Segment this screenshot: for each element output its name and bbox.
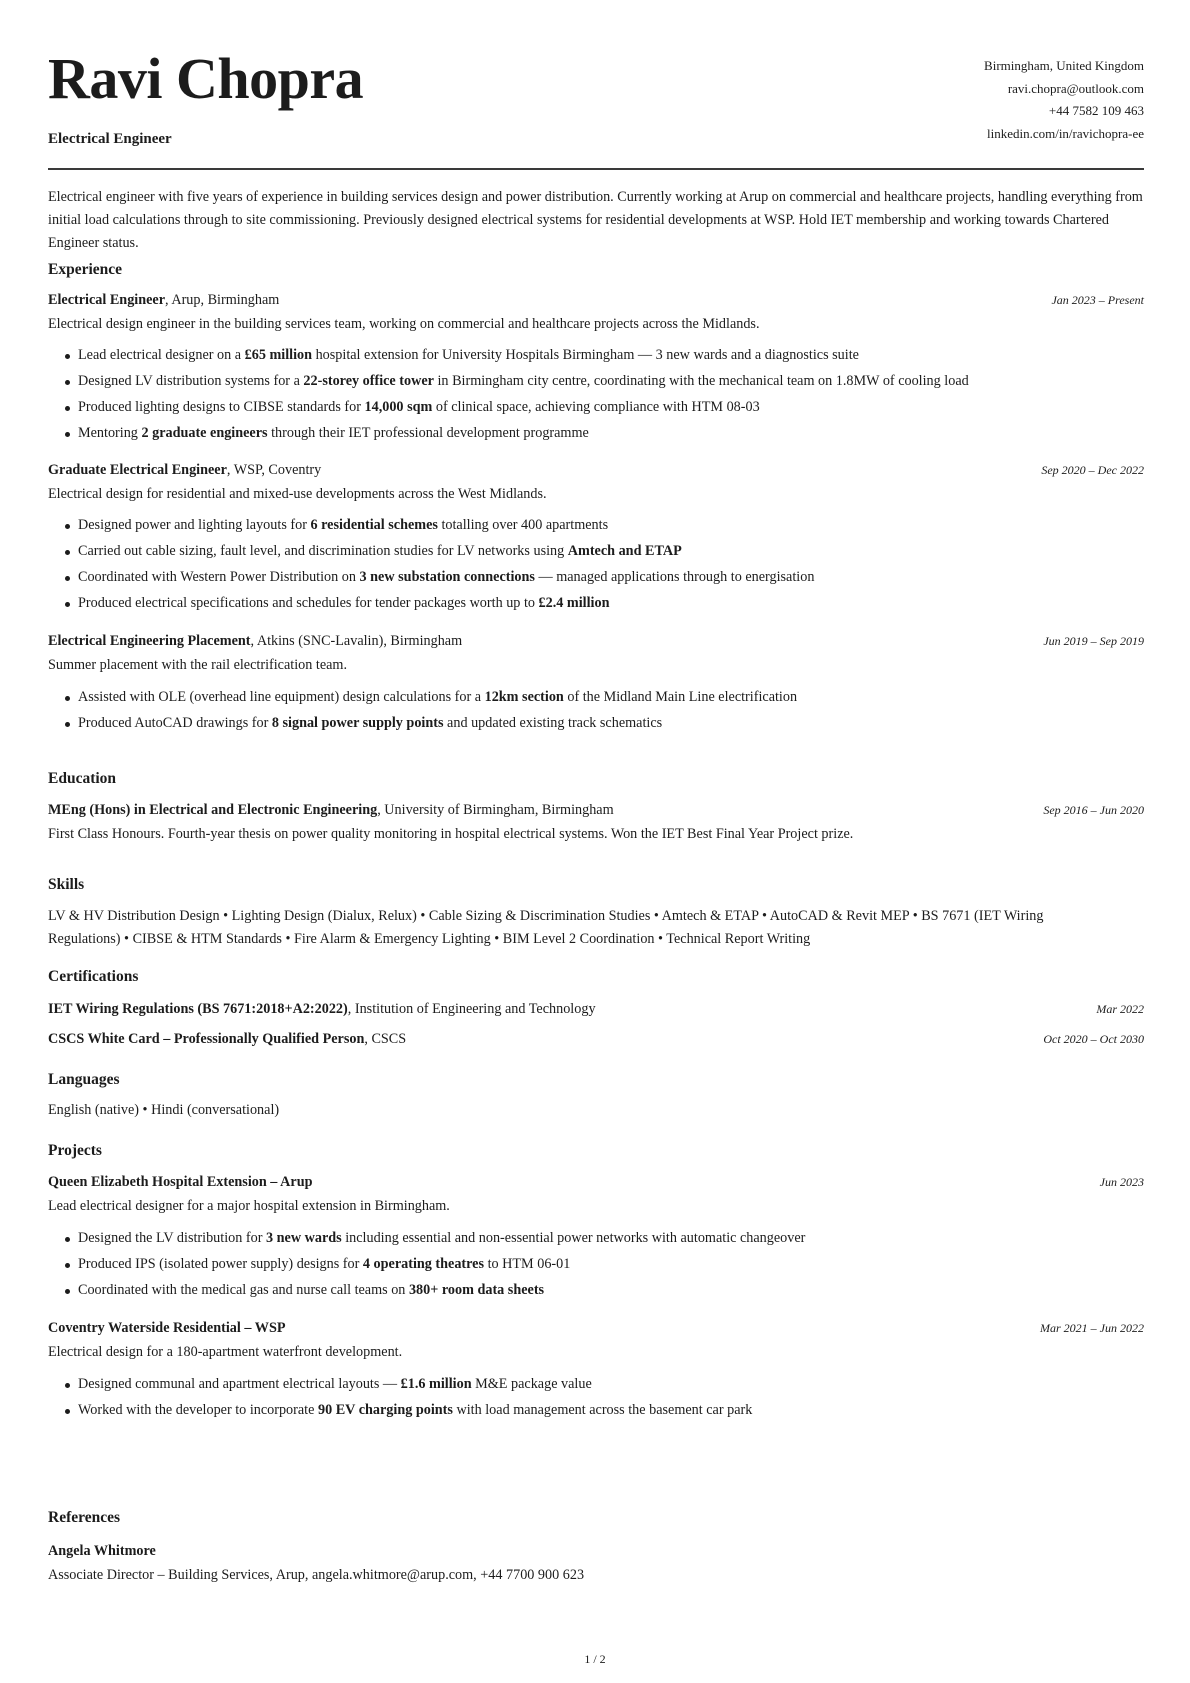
project-description: Electrical design for a 180-apartment waterfront development. — [48, 1344, 403, 1360]
contact-phone: +44 7582 109 463 — [1048, 103, 1144, 118]
section-title-skills: Skills — [48, 876, 85, 893]
certification-date: Oct 2020 – Oct 2030 — [1043, 1032, 1144, 1046]
bullet-item: Mentoring 2 graduate engineers through their IET professional development programme — [78, 420, 969, 446]
bullet-item: Coordinated with the medical gas and nurse call teams on 380+ room data sheets — [78, 1277, 805, 1303]
job-description: Electrical design for residential and mixed-use developments across the West Midlands. — [48, 486, 547, 502]
project-entry-header — [48, 1320, 1144, 1337]
certification-date: Mar 2022 — [1096, 1002, 1144, 1016]
education-entry-header — [48, 802, 1144, 819]
page-number: 1 / 2 — [584, 1652, 606, 1666]
certification-issuer: , Institution of Engineering and Technology — [347, 1001, 596, 1017]
experience-entry-header — [48, 462, 1144, 479]
languages-list: English (native) • Hindi (conversational) — [48, 1102, 280, 1118]
job-bullets — [48, 684, 797, 736]
job-title: Graduate Electrical Engineer — [48, 462, 227, 478]
bullet-item: Coordinated with Western Power Distribution on 3 new substation connections — managed applications through to energisation — [78, 564, 814, 590]
education-description: First Class Honours. Fourth-year thesis on power quality monitoring in hospital electrical systems. Won the IET Best Final Year Project prize. — [48, 826, 854, 842]
bullet-item: Designed power and lighting layouts for 6 residential schemes totalling over 400 apartments — [78, 512, 814, 538]
certification-issuer: , CSCS — [364, 1031, 407, 1047]
header-divider — [48, 168, 1144, 170]
job-org: , WSP, Coventry — [226, 462, 322, 478]
bullet-item: Produced lighting designs to CIBSE standards for 14,000 sqm of clinical space, achieving compliance with HTM 08-03 — [78, 394, 969, 420]
skills-line-2: Regulations) • CIBSE & HTM Standards • Fire Alarm & Emergency Lighting • BIM Level 2 Coordination • Technical Report Writing — [48, 931, 811, 947]
job-description: Electrical design engineer in the building services team, working on commercial and healthcare projects across the Midlands. — [48, 316, 760, 332]
bullet-item: Carried out cable sizing, fault level, and discrimination studies for LV networks using Amtech and ETAP — [78, 538, 814, 564]
section-title-references: References — [48, 1509, 121, 1526]
project-entry-header — [48, 1174, 1144, 1191]
job-title-line — [48, 633, 462, 649]
bullet-item: Designed communal and apartment electrical layouts — £1.6 million M&E package value — [78, 1371, 752, 1397]
certification-title: CSCS White Card – Professionally Qualified Person — [48, 1031, 365, 1047]
job-title-line — [48, 462, 321, 478]
certification-entry — [48, 1031, 1144, 1048]
contact-email[interactable]: ravi.chopra@outlook.com — [1007, 80, 1144, 96]
candidate-role: Electrical Engineer — [48, 131, 172, 147]
project-title: Coventry Waterside Residential – WSP — [48, 1320, 286, 1336]
section-title-experience: Experience — [48, 261, 123, 278]
bullet-item: Produced AutoCAD drawings for 8 signal power supply points and updated existing track schematics — [78, 710, 797, 736]
project-bullets — [48, 1225, 805, 1303]
job-date: Sep 2020 – Dec 2022 — [1041, 463, 1144, 477]
section-title-education: Education — [48, 770, 117, 787]
bullet-item: Designed the LV distribution for 3 new wards including essential and non-essential power networks with automatic changeover — [78, 1225, 805, 1251]
section-title-languages: Languages — [48, 1071, 120, 1088]
bullet-item: Produced IPS (isolated power supply) designs for 4 operating theatres to HTM 06-01 — [78, 1251, 805, 1277]
job-bullets — [48, 512, 814, 616]
resume-header — [48, 0, 1144, 170]
skills-line-1: LV & HV Distribution Design • Lighting Design (Dialux, Relux) • Cable Sizing & Discrimination Studies • Amtech & ETAP • AutoCAD & Revit MEP • BS 7671 (IET Wiring — [48, 908, 1044, 924]
project-bullets — [48, 1371, 752, 1423]
candidate-name: Ravi Chopra — [48, 46, 364, 111]
job-bullets — [48, 342, 969, 446]
bullet-item: Lead electrical designer on a £65 million hospital extension for University Hospitals Birmingham — 3 new wards and a diagnostics suite — [78, 342, 969, 368]
contact-linkedin[interactable]: linkedin.com/in/ravichopra-ee — [986, 125, 1144, 141]
resume-page — [48, 0, 1144, 1583]
project-title: Queen Elizabeth Hospital Extension – Arup — [48, 1174, 313, 1190]
job-title: Electrical Engineering Placement — [48, 633, 251, 649]
certification-entry — [48, 1001, 1144, 1018]
reference-details: Associate Director – Building Services, Arup, angela.whitmore@arup.com, +44 7700 900 623 — [48, 1567, 585, 1583]
section-title-projects: Projects — [48, 1142, 102, 1159]
degree-line — [48, 802, 614, 818]
project-date: Mar 2021 – Jun 2022 — [1040, 1321, 1144, 1335]
job-org: , Atkins (SNC-Lavalin), Birmingham — [250, 633, 463, 649]
project-description: Lead electrical designer for a major hospital extension in Birmingham. — [48, 1198, 450, 1214]
experience-entry-header — [48, 633, 1144, 650]
job-date: Jan 2023 – Present — [1051, 293, 1144, 307]
job-description: Summer placement with the rail electrification team. — [48, 657, 348, 673]
project-date: Jun 2023 — [1099, 1175, 1144, 1189]
reference-name-line — [48, 1543, 1144, 1560]
certification-title: IET Wiring Regulations (BS 7671:2018+A2:2022) — [48, 1001, 348, 1017]
bullet-item: Designed LV distribution systems for a 22-storey office tower in Birmingham city centre, coordinating with the mechanical team on 1.8MW of cooling load — [78, 368, 969, 394]
experience-entry-header — [48, 292, 1144, 309]
bullet-item: Produced electrical specifications and schedules for tender packages worth up to £2.4 million — [78, 590, 814, 616]
degree-title: MEng (Hons) in Electrical and Electronic Engineering — [48, 802, 378, 818]
bullet-item: Worked with the developer to incorporate 90 EV charging points with load management across the basement car park — [78, 1397, 752, 1423]
bullet-item: Assisted with OLE (overhead line equipment) design calculations for a 12km section of the Midland Main Line electrification — [78, 684, 797, 710]
summary-paragraph: Electrical engineer with five years of experience in building services design and power distribution. Currently working at Arup on commercial and healthcare projects, handling everything from initial load calculations through to site commissioning. Previously designed electrical systems for residential developments at WSP. Hold IET membership and working towards Chartered Engineer status. — [48, 189, 1143, 251]
job-org: , Arup, Birmingham — [165, 292, 280, 308]
education-date: Sep 2016 – Jun 2020 — [1043, 803, 1144, 817]
reference-name: Angela Whitmore — [48, 1543, 156, 1559]
job-title: Electrical Engineer — [48, 292, 166, 308]
section-title-certifications: Certifications — [48, 968, 139, 985]
contact-block — [984, 55, 1144, 145]
school: , University of Birmingham, Birmingham — [377, 802, 614, 818]
job-title-line — [48, 292, 279, 308]
skills-list — [48, 905, 1144, 951]
contact-location: Birmingham, United Kingdom — [984, 58, 1144, 73]
job-date: Jun 2019 – Sep 2019 — [1043, 634, 1144, 648]
